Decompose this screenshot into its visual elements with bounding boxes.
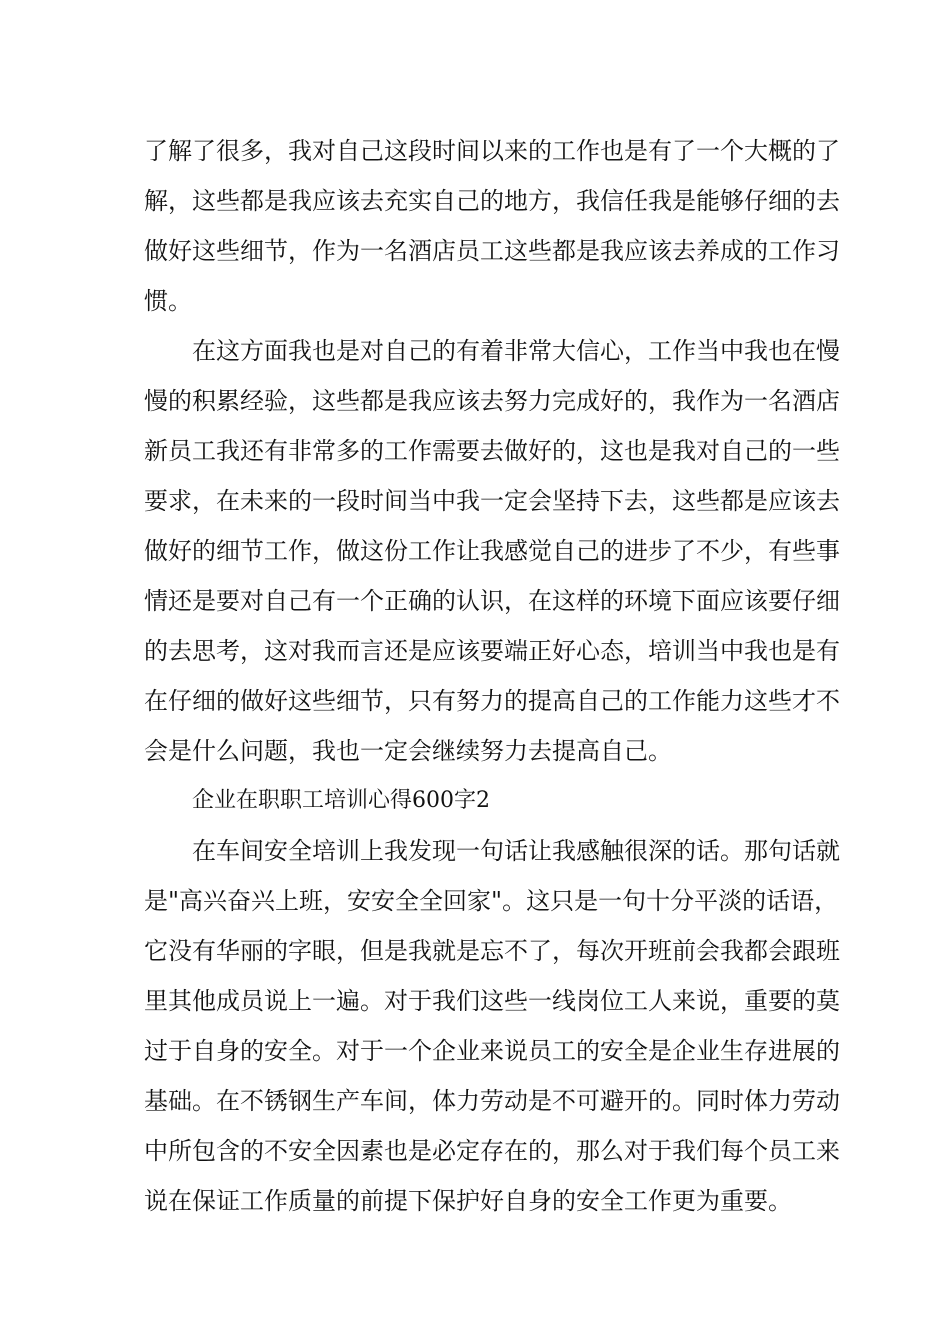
paragraph-line: 解，这些都是我应该去充实自己的地方，我信任我是能够仔细的去 xyxy=(144,187,840,215)
section-heading: 企业在职职工培训心得600字2 xyxy=(192,788,490,813)
paragraph-line: 过于自身的安全。对于一个企业来说员工的安全是企业生存进展的 xyxy=(144,1037,840,1065)
paragraph-line: 说在保证工作质量的前提下保护好自身的安全工作更为重要。 xyxy=(144,1187,792,1215)
paragraph-line: 了解了很多，我对自己这段时间以来的工作也是有了一个大概的了 xyxy=(144,137,840,165)
paragraph-line: 中所包含的不安全因素也是必定存在的，那么对于我们每个员工来 xyxy=(144,1137,840,1165)
paragraph-first-line: 在车间安全培训上我发现一句话让我感触很深的话。那句话就 xyxy=(192,837,840,865)
paragraph-line: 基础。在不锈钢生产车间，体力劳动是不可避开的。同时体力劳动 xyxy=(144,1087,840,1115)
paragraph-line: 情还是要对自己有一个正确的认识，在这样的环境下面应该要仔细 xyxy=(144,587,840,615)
paragraph-line: 慢的积累经验，这些都是我应该去努力完成好的，我作为一名酒店 xyxy=(144,387,840,415)
paragraph-line: 新员工我还有非常多的工作需要去做好的，这也是我对自己的一些 xyxy=(144,437,840,465)
paragraph-line: 里其他成员说上一遍。对于我们这些一线岗位工人来说，重要的莫 xyxy=(144,987,840,1015)
paragraph-first-line: 在这方面我也是对自己的有着非常大信心，工作当中我也在慢 xyxy=(192,337,840,365)
paragraph-line: 做好的细节工作，做这份工作让我感觉自己的进步了不少，有些事 xyxy=(144,537,840,565)
paragraph-line: 的去思考，这对我而言还是应该要端正好心态，培训当中我也是有 xyxy=(144,637,840,665)
paragraph-line: 会是什么问题，我也一定会继续努力去提高自己。 xyxy=(144,737,672,765)
paragraph-line: 在仔细的做好这些细节，只有努力的提高自己的工作能力这些才不 xyxy=(144,687,840,715)
paragraph-line: 是"高兴奋兴上班，安安全全回家"。这只是一句十分平淡的话语， xyxy=(144,887,839,915)
paragraph-line: 做好这些细节，作为一名酒店员工这些都是我应该去养成的工作习 xyxy=(144,237,840,265)
paragraph-line: 惯。 xyxy=(144,287,192,315)
paragraph-line: 它没有华丽的字眼，但是我就是忘不了，每次开班前会我都会跟班 xyxy=(144,937,840,965)
paragraph-line: 要求，在未来的一段时间当中我一定会坚持下去，这些都是应该去 xyxy=(144,487,840,515)
